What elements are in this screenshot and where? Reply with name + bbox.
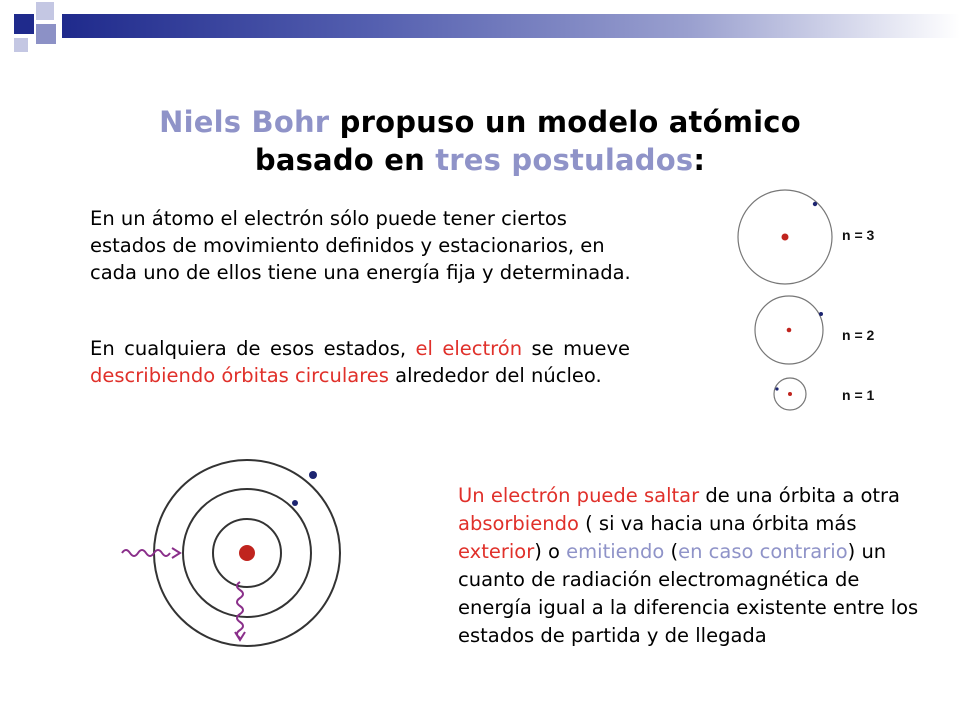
title-colon: : bbox=[693, 143, 706, 177]
orbit-label-n1: n = 1 bbox=[842, 387, 875, 403]
postulate-3-text: ( si va hacia una órbita más bbox=[578, 512, 857, 535]
slide-corner-squares-icon bbox=[0, 0, 70, 56]
postulate-3-highlight: emitiendo bbox=[566, 540, 665, 563]
orbit-label-n2: n = 2 bbox=[842, 327, 875, 343]
postulate-3-text: ( bbox=[664, 540, 679, 563]
gradient-bar bbox=[62, 14, 960, 38]
postulate-3-text: ) un cuanto de radiación electromagnética de energía igual a la diferencia existente entre los estados de partida y de llegada bbox=[458, 540, 919, 647]
postulate-2-text: se mueve bbox=[522, 337, 631, 360]
postulate-3-text: ) o bbox=[534, 540, 567, 563]
postulate-1: En un átomo el electrón sólo puede tener ciertos estados de movimiento definidos y estacionarios, en cada uno de ellos tiene una energía fija y determinada. bbox=[90, 207, 631, 284]
postulate-3-highlight: Un electrón puede saltar bbox=[458, 484, 700, 507]
title-text: propuso un modelo atómico bbox=[329, 105, 801, 139]
page-title bbox=[80, 103, 880, 179]
title-text-2: basado en bbox=[254, 143, 436, 177]
postulate-2-highlight: el electrón bbox=[415, 337, 523, 360]
postulate-2-highlight: describiendo órbitas circulares bbox=[90, 364, 389, 387]
postulate-3 bbox=[458, 482, 938, 650]
postulate-3-highlight: absorbiendo bbox=[458, 512, 579, 535]
title-name: Niels Bohr bbox=[159, 105, 330, 139]
title-highlight: tres postulados bbox=[435, 143, 694, 177]
slide-header-decoration bbox=[0, 0, 960, 56]
postulate-2-text: En cualquiera de esos estados, bbox=[90, 337, 416, 360]
postulate-3-highlight: exterior bbox=[458, 540, 535, 563]
postulate-3-text: de una órbita a otra bbox=[699, 484, 901, 507]
postulate-2-text: alrededor del núcleo. bbox=[388, 364, 602, 387]
postulate-3-highlight: en caso contrario bbox=[678, 540, 848, 563]
atom-orbits-icon bbox=[715, 190, 945, 420]
orbit-label-n3: n = 3 bbox=[842, 227, 875, 243]
postulate-2 bbox=[90, 335, 630, 389]
bohr-atom-photon-icon bbox=[110, 460, 430, 700]
